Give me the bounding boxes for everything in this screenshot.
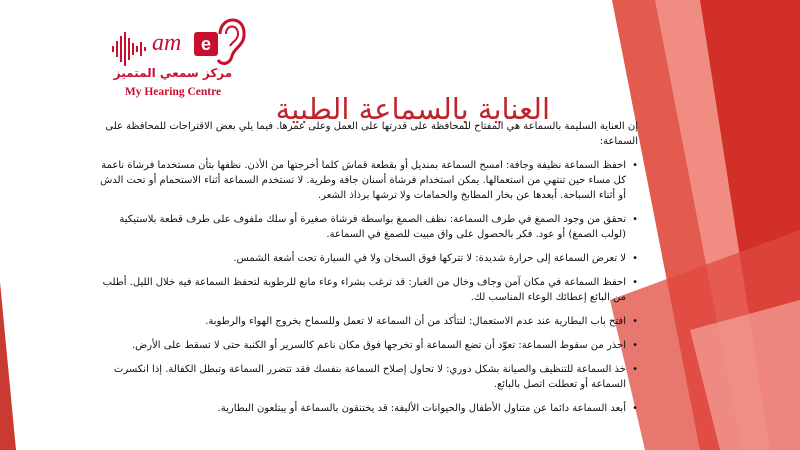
list-item: • احفظ السماعة نظيفة وجافة: امسح السماعة بمنديل أو بقطعة قماش كلما أخرجتها من الأذن. نظفها بتأن مستخدما فرشاة ناعمة كل مساء حين تنتهي من استعمالها. يمكن استخدام فرشاة أسنان جافة وطرية. لا تستخدم السماعة أثناء الاستحمام أو تحت الدش أو أثناء السباحة. أبعدها عن بخار المطابخ والحمامات ولا ترشها برذاذ الشعر. (96, 158, 638, 203)
list-item: • لا تعرض السماعة إلى حرارة شديدة: لا تتركها فوق السخان ولا في السيارة تحت أشعة الشمس. (96, 251, 638, 266)
logo-arabic-name: مركز سمعي المتميز (113, 66, 233, 80)
list-item: • تحقق من وجود الصمغ في طرف السماعة: نظف الصمغ بواسطة فرشاة صغيرة أو سلك ملفوف على طرف قطعة بلاستيكية (لولب الصمغ) أو عود. فكر بالحصول على واق مبيت للصمغ في السماعة. (96, 212, 638, 242)
svg-text:e: e (200, 34, 212, 54)
page-title: العناية بالسماعة الطبية (275, 92, 550, 127)
list-item: • خذ السماعة للتنظيف والصيانة بشكل دوري: لا تحاول إصلاح السماعة بنفسك فقد تتضرر السماعة وتبطل الكفالة. إذا انكسرت السماعة أو تعطلت اتصل بالبائع. (96, 362, 638, 392)
tips-list (96, 158, 638, 416)
logo-english-name: My Hearing Centre (124, 86, 222, 98)
list-item: • احذر من سقوط السماعة: تعوّد أن تضع السماعة أو تخرجها فوق مكان ناعم كالسرير أو الكنبة حتى لا تسقط على الأرض. (96, 338, 638, 353)
list-item: • افتح باب البطارية عند عدم الاستعمال: لتتأكد من أن السماعة لا تعمل وللسماح بخروج الهواء والرطوبة. (96, 314, 638, 329)
logo-brand-text: am (152, 30, 182, 56)
list-item: • أبعد السماعة دائما عن متناول الأطفال والحيوانات الأليفة: قد يختنقون بالسماعة أو يبتلعون البطارية. (96, 401, 638, 416)
sound-wave-icon (112, 32, 146, 66)
list-item: • احفظ السماعة في مكان آمن وجاف وخال من الغبار: قد ترغب بشراء وعاء مانع للرطوبة لتحفظ السماعة فيه خلال الليل. أطلب من البائع إعطائك الوعاء المناسب لك. (96, 275, 638, 305)
content-body (96, 119, 638, 425)
left-edge-accent (0, 282, 16, 450)
intro-paragraph: إن العناية السليمة بالسماعة هي المفتاح للمحافظة على قدرتها على العمل وعلى عمرها. فيما يلي بعض الاقتراحات للمحافظة على السماعة: (105, 121, 638, 147)
ear-icon (194, 20, 244, 63)
